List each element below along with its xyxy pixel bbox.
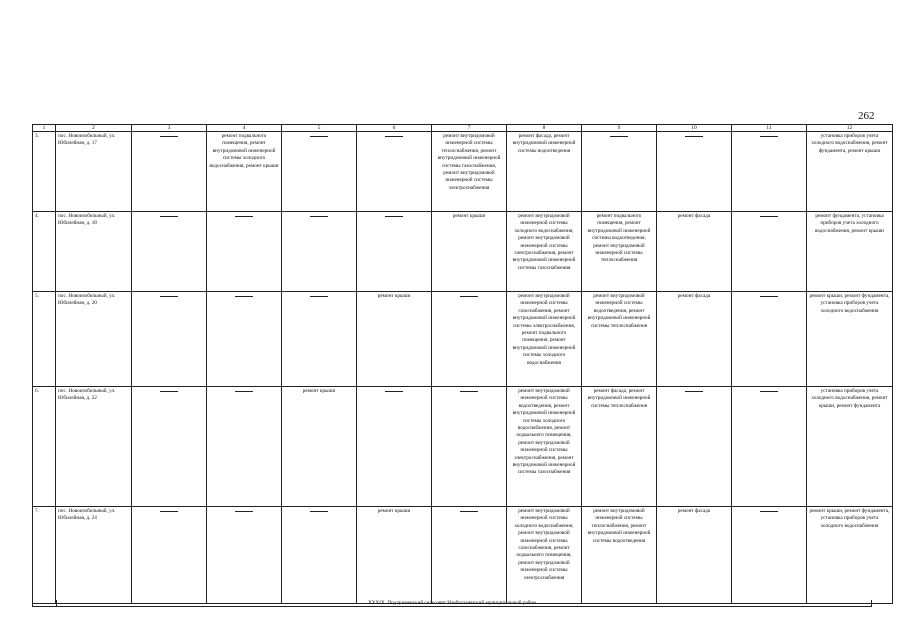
work-cell: ремонт подвального помещения, ремонт внутридомовой инженерной системы холодного водоснабжения, ремонт крыши	[207, 132, 282, 212]
dash-mark	[235, 391, 253, 392]
work-cell: ремонт внутридомовой инженерной системы водоотведения, ремонт внутридомовой инженерной системы холодного водоснабжения, ремонт подвального помещения, ремонт внутридомовой инженерной системы электроснабжения, ремонт внутридомовой инженерной системы газоснабжения	[507, 387, 582, 507]
empty-cell	[207, 507, 282, 604]
work-cell: ремонт фасада	[657, 212, 732, 292]
work-cell: ремонт крыши	[357, 507, 432, 604]
dash-mark	[160, 391, 178, 392]
row-address: пос. Новоизобильный, ул. Юбилейная, д. 22	[56, 387, 132, 507]
work-cell: ремонт подвального помещения, ремонт внутридомовой инженерной системы водоотведения, ремонт внутридомовой инженерной системы теплоснабжения	[582, 212, 657, 292]
dash-mark	[310, 136, 328, 137]
dash-mark	[685, 136, 703, 137]
row-address: пос. Новоизобильный, ул. Юбилейная, д. 24	[56, 507, 132, 604]
table-row	[33, 292, 893, 387]
dash-mark	[460, 391, 478, 392]
table-row	[33, 387, 893, 507]
dash-mark	[385, 391, 403, 392]
dash-mark	[385, 216, 403, 217]
table-caption	[32, 600, 872, 607]
empty-cell	[432, 507, 507, 604]
column-header: 3	[132, 125, 207, 132]
row-address: пос. Новоизобильный, ул. Юбилейная, д. 17	[56, 132, 132, 212]
dash-mark	[685, 391, 703, 392]
dash-mark	[760, 391, 778, 392]
dash-mark	[160, 216, 178, 217]
repair-schedule-table	[32, 124, 893, 604]
empty-cell	[432, 292, 507, 387]
work-cell: ремонт крыши, ремонт фундамента, установка приборов учета холодного водоснабжения	[807, 292, 893, 387]
dash-mark	[310, 296, 328, 297]
dash-mark	[760, 511, 778, 512]
empty-cell	[357, 132, 432, 212]
dash-mark	[760, 136, 778, 137]
caption-text: XXXIX. Подлужненский сельсовет Изобильненский муниципальный район	[368, 600, 536, 606]
dash-mark	[235, 511, 253, 512]
empty-cell	[282, 212, 357, 292]
empty-cell	[732, 212, 807, 292]
empty-cell	[732, 292, 807, 387]
empty-cell	[357, 387, 432, 507]
empty-cell	[207, 292, 282, 387]
work-cell: ремонт фасада, ремонт внутридомовой инженерной системы водоотведения	[507, 132, 582, 212]
empty-cell	[657, 387, 732, 507]
column-header: 9	[582, 125, 657, 132]
column-header: 10	[657, 125, 732, 132]
work-cell: ремонт внутридомовой инженерной системы холодного водоснабжения, ремонт внутридомовой инженерной системы электроснабжения, ремонт внутридомовой инженерной системы газоснабжения	[507, 212, 582, 292]
work-cell: ремонт фундамента, установка приборов учета холодного водоснабжения, ремонт крыши	[807, 212, 893, 292]
row-number: 7.	[33, 507, 56, 604]
empty-cell	[207, 212, 282, 292]
column-header: 5	[282, 125, 357, 132]
empty-cell	[132, 212, 207, 292]
dash-mark	[760, 216, 778, 217]
empty-cell	[357, 212, 432, 292]
empty-cell	[132, 387, 207, 507]
row-number: 6.	[33, 387, 56, 507]
empty-cell	[732, 387, 807, 507]
column-header: 6	[357, 125, 432, 132]
caption-spacer	[33, 600, 57, 607]
work-cell: установка приборов учета холодного водоснабжения, ремонт крыши, ремонт фундамента	[807, 387, 893, 507]
empty-cell	[132, 507, 207, 604]
column-header: 4	[207, 125, 282, 132]
column-number-row	[33, 125, 893, 132]
row-number: 5.	[33, 292, 56, 387]
work-cell: ремонт крыши	[282, 387, 357, 507]
empty-cell	[582, 132, 657, 212]
row-number: 3.	[33, 132, 56, 212]
table-row	[33, 212, 893, 292]
dash-mark	[760, 296, 778, 297]
work-cell: ремонт внутридомовой инженерной системы холодного водоснабжения, ремонт внутридомовой инженерной системы газоснабжения, ремонт подвального помещения, ремонт внутридомовой инженерной системы электроснабжения	[507, 507, 582, 604]
dash-mark	[160, 136, 178, 137]
column-header: 12	[807, 125, 893, 132]
work-cell: ремонт внутридомовой инженерной системы теплоснабжения, ремонт внутридомовой инженерной системы газоснабжения, ремонт внутридомовой инженерной системы электроснабжения	[432, 132, 507, 212]
work-cell: ремонт внутридомовой инженерной системы теплоснабжения, ремонт внутридомовой инженерной системы водоотведения	[582, 507, 657, 604]
dash-mark	[235, 216, 253, 217]
column-header: 7	[432, 125, 507, 132]
column-header: 8	[507, 125, 582, 132]
work-cell: ремонт крыши, ремонт фундамента, установка приборов учета холодного водоснабжения	[807, 507, 893, 604]
table-row	[33, 132, 893, 212]
column-header: 2	[56, 125, 132, 132]
work-cell: ремонт фасада	[657, 507, 732, 604]
dash-mark	[160, 296, 178, 297]
table-row	[33, 507, 893, 604]
page-number: 262	[858, 110, 875, 122]
dash-mark	[235, 296, 253, 297]
table-body	[33, 132, 893, 604]
work-cell: ремонт фасада	[657, 292, 732, 387]
column-header: 11	[732, 125, 807, 132]
empty-cell	[282, 132, 357, 212]
work-cell: ремонт внутридомовой инженерной системы водоотведения, ремонт внутридомовой инженерной системы теплоснабжения	[582, 292, 657, 387]
work-cell: установка приборов учета холодного водоснабжения, ремонт фундамента, ремонт крыши	[807, 132, 893, 212]
row-number: 4.	[33, 212, 56, 292]
dash-mark	[310, 511, 328, 512]
dash-mark	[160, 511, 178, 512]
empty-cell	[657, 132, 732, 212]
empty-cell	[432, 387, 507, 507]
dash-mark	[460, 296, 478, 297]
work-cell: ремонт крыши	[357, 292, 432, 387]
work-cell: ремонт крыши	[432, 212, 507, 292]
work-cell: ремонт фасада, ремонт внутридомовой инженерной системы теплоснабжения	[582, 387, 657, 507]
dash-mark	[460, 511, 478, 512]
empty-cell	[132, 292, 207, 387]
dash-mark	[310, 216, 328, 217]
empty-cell	[282, 507, 357, 604]
column-header: 1	[33, 125, 56, 132]
work-cell: ремонт внутридомовой инженерной системы газоснабжения, ремонт внутридомовой инженерной системы электроснабжения, ремонт подвального помещения, ремонт внутридомовой инженерной системы холодного водоснабжения	[507, 292, 582, 387]
empty-cell	[732, 507, 807, 604]
empty-cell	[132, 132, 207, 212]
empty-cell	[282, 292, 357, 387]
empty-cell	[207, 387, 282, 507]
row-address: пос. Новоизобильный, ул. Юбилейная, д. 20	[56, 292, 132, 387]
empty-cell	[732, 132, 807, 212]
row-address: пос. Новоизобильный, ул. Юбилейная, д. 18	[56, 212, 132, 292]
dash-mark	[385, 136, 403, 137]
dash-mark	[610, 136, 628, 137]
